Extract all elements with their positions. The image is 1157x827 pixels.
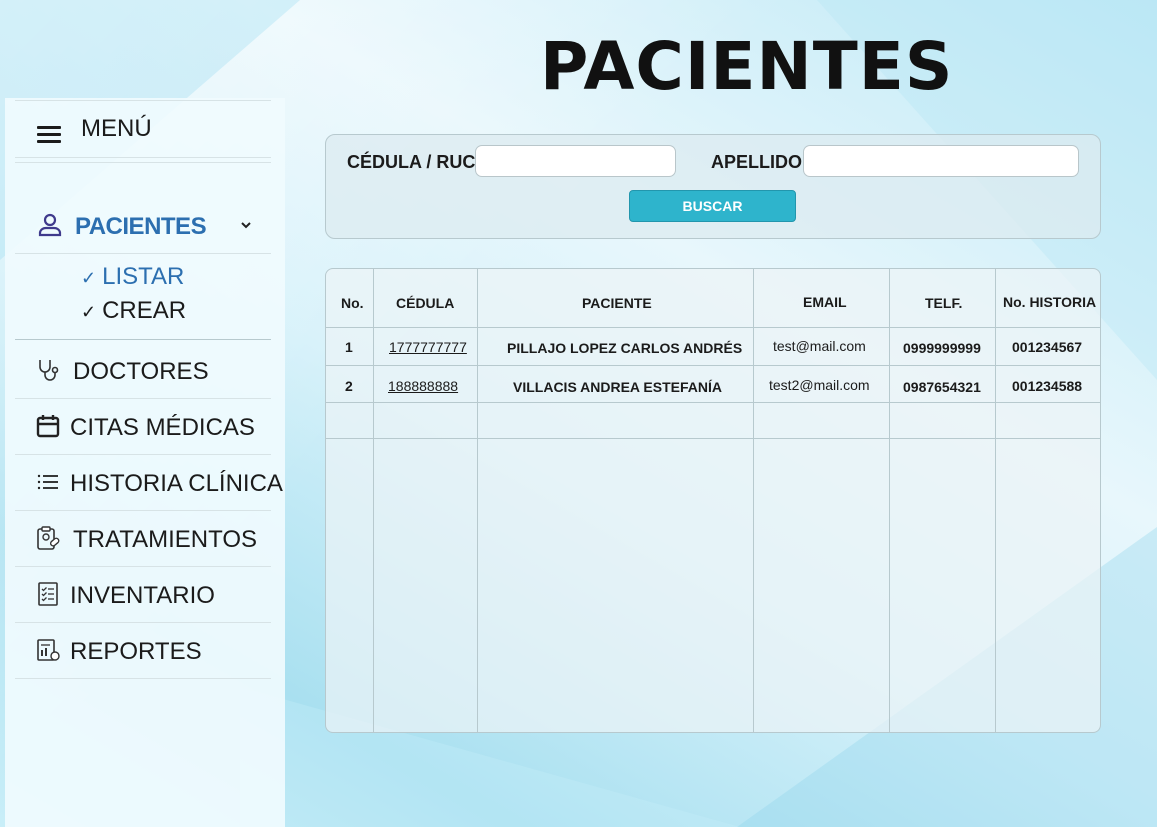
apellido-label: APELLIDO [711,152,803,172]
patients-table [325,268,1101,733]
column-header: EMAIL [803,294,847,310]
sidebar-item-label: DOCTORES [73,358,209,385]
column-header: No. [341,295,364,311]
cedula-label: CÉDULA / RUC [347,152,476,172]
column-header: PACIENTE [582,295,652,311]
cedula-link[interactable]: 1777777777 [389,339,467,355]
table-cell: PILLAJO LOPEZ CARLOS ANDRÉS [507,340,743,356]
sidebar-subitem-crear[interactable]: ✓ CREAR [81,297,187,324]
column-header: No. HISTORIA [1003,294,1097,310]
sidebar-item-tratamientos[interactable] [15,511,271,567]
search-button[interactable]: BUSCAR [629,190,796,222]
search-panel [325,134,1101,239]
calendar-icon [35,413,61,439]
sidebar-item-doctores[interactable] [15,343,271,399]
user-icon [37,212,63,238]
sidebar-item-label: CITAS MÉDICAS [70,414,255,441]
report-icon [35,637,61,663]
check-icon: ✓ [81,302,97,322]
table-cell: 0999999999 [903,340,981,356]
email-link[interactable]: test2@mail.com [769,377,870,393]
stethoscope-icon [35,357,61,383]
sidebar-item-reportes[interactable] [15,623,271,679]
sidebar-item-label: REPORTES [70,638,202,665]
check-icon: ✓ [81,268,97,288]
checklist-icon [35,581,61,607]
chevron-down-icon[interactable] [240,220,252,230]
table-cell: 0987654321 [903,379,981,395]
menu-title: MENÚ [81,115,152,142]
sidebar [5,98,285,827]
sidebar-item-label: HISTORIA CLÍNICA [70,470,283,497]
table-cell: 1 [345,339,353,355]
hamburger-icon[interactable] [37,126,61,142]
page-title: PACIENTES [540,28,954,105]
list-icon [35,469,61,495]
sidebar-item-label: PACIENTES [75,213,207,240]
column-header: CÉDULA [396,295,455,311]
sidebar-item-label: TRATAMIENTOS [73,526,258,553]
table-cell: VILLACIS ANDREA ESTEFANÍA [513,379,722,395]
table-cell: 001234588 [1012,378,1083,394]
sidebar-subitem-listar[interactable]: ✓ LISTAR [81,263,185,290]
apellido-input[interactable] [803,145,1079,177]
clipboard-icon [35,525,61,551]
cedula-input[interactable] [475,145,676,177]
sidebar-item-historia-clinica[interactable] [15,455,283,511]
email-link[interactable]: test@mail.com [773,338,866,354]
table-cell: 001234567 [1012,339,1083,355]
column-header: TELF. [925,295,963,311]
sidebar-item-label: INVENTARIO [70,582,215,609]
sidebar-item-pacientes[interactable] [15,198,271,254]
sidebar-item-inventario[interactable] [15,567,271,623]
cedula-link[interactable]: 188888888 [388,378,459,394]
table-cell: 2 [345,378,353,394]
sidebar-item-citas-medicas[interactable] [15,399,271,455]
menu-header[interactable] [15,100,271,158]
